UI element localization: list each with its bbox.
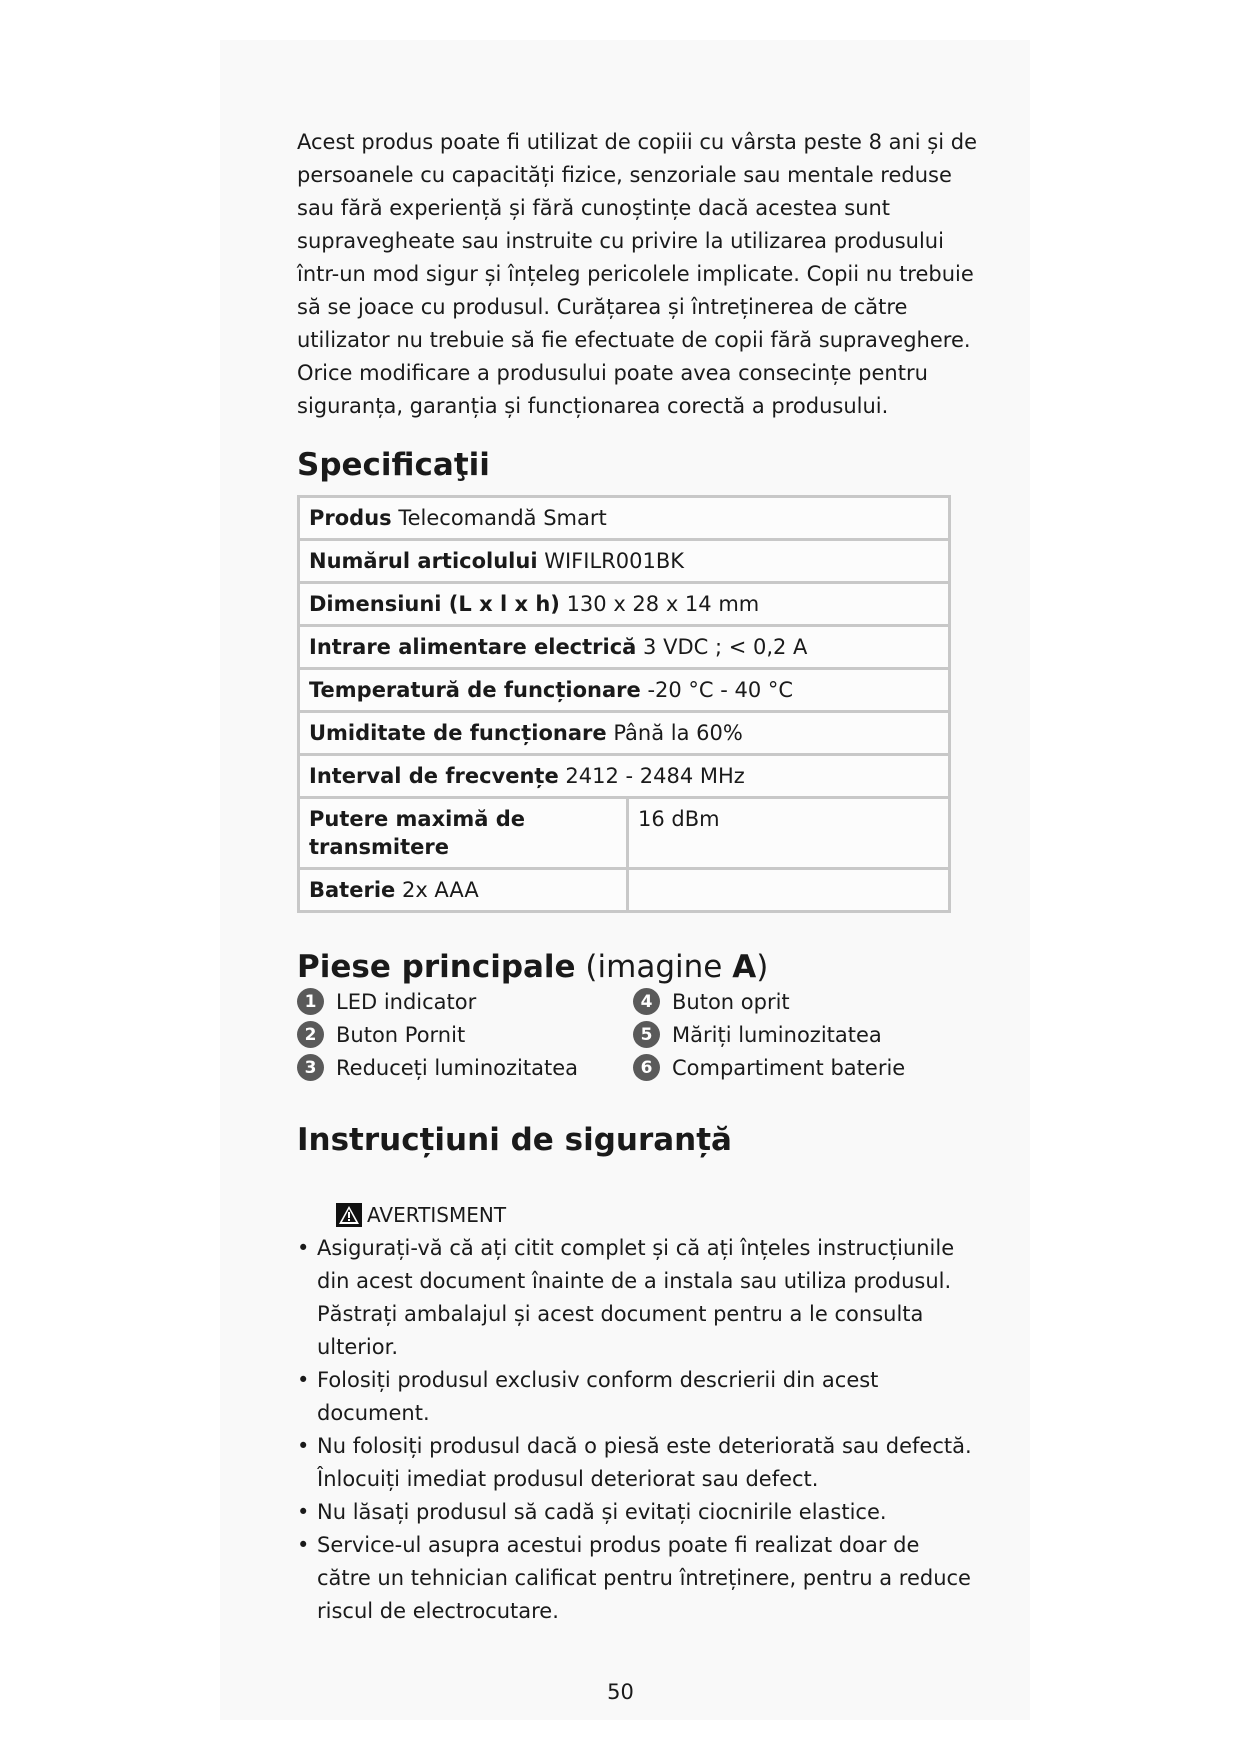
spec-label: Temperatură de funcționare (309, 678, 641, 702)
spec-label: Putere maximă de transmitere (309, 807, 525, 859)
part-label: Buton Pornit (336, 1022, 466, 1047)
intro-paragraph-1: Acest produs poate fi utilizat de copiii cu vârsta peste 8 ani și de persoanele cu capacități fizice, senzoriale sau mentale reduse sau fără experiență și fără cunoștințe dacă acestea sunt supravegheate sau instruite cu privire la utilizarea produsului într-un mod sigur și înțeleg pericolele implicate. Copii nu trebuie să se joace cu produsul. Curățarea și întreținerea de către utilizator nu trebuie să fie efectuate de copii fără supraveghere. (297, 130, 977, 352)
part-label: Măriți luminozitatea (672, 1022, 882, 1047)
spec-value: -20 °C - 40 °C (647, 678, 794, 702)
safety-heading: Instrucțiuni de siguranță (297, 1122, 732, 1158)
table-row (299, 626, 950, 669)
spec-label: Produs (309, 506, 392, 530)
list-item (297, 1430, 977, 1496)
list-item (297, 1496, 977, 1529)
part-number-badge: 2 (297, 1021, 324, 1048)
part-label: Compartiment baterie (672, 1055, 906, 1080)
bullet-text: Nu folosiți produsul dacă o piesă este deteriorată sau defectă. Înlocuiți imediat produsul deteriorat sau defect. (317, 1434, 972, 1491)
part-number-badge: 5 (633, 1021, 660, 1048)
spec-value: 3 VDC ; < 0,2 A (643, 635, 808, 659)
parts-heading-bold: Piese principale (297, 949, 576, 985)
spec-value: 16 dBm (638, 807, 720, 831)
spec-value: 2412 - 2484 MHz (565, 764, 745, 788)
list-item (297, 1529, 977, 1628)
bullet-marker: • (297, 1368, 310, 1392)
part-label: Reduceți luminozitatea (336, 1055, 578, 1080)
bullet-text: Nu lăsați produsul să cadă și evitați ciocnirile elastice. (317, 1500, 887, 1524)
spec-label: Dimensiuni (L x l x h) (309, 592, 560, 616)
spec-label: Interval de frecvențe (309, 764, 559, 788)
list-item (633, 1051, 953, 1084)
spec-value: WIFILR001BK (544, 549, 684, 573)
intro-paragraph-2: Orice modificare a produsului poate avea consecințe pentru siguranța, garanția și funcționarea corectă a produsului. (297, 361, 928, 418)
bullet-text: Service-ul asupra acestui produs poate fi realizat doar de către un tehnician calificat pentru întreținere, pentru a reduce riscul de electrocutare. (317, 1533, 971, 1623)
parts-heading (297, 949, 977, 985)
part-number-badge: 6 (633, 1054, 660, 1081)
spec-value: 130 x 28 x 14 mm (566, 592, 760, 616)
parts-list (297, 985, 977, 1084)
bullet-text: Asigurați-vă că ați citit complet și că ați înțeles instrucțiunile din acest document înainte de a instala sau utiliza produsul. Păstrați ambalajul și acest document pentru a le consulta ulterior. (317, 1236, 955, 1359)
warning-icon (335, 1202, 363, 1228)
bullet-marker: • (297, 1500, 310, 1524)
spec-label: Umiditate de funcționare (309, 721, 607, 745)
bullet-marker: • (297, 1533, 310, 1557)
table-row (299, 869, 950, 912)
warning-line (335, 1202, 977, 1228)
spec-label: Intrare alimentare electrică (309, 635, 637, 659)
parts-heading-open: (imagine (575, 949, 733, 985)
list-item (297, 985, 633, 1018)
part-label: LED indicator (336, 989, 477, 1014)
list-item (633, 985, 953, 1018)
specs-table (297, 495, 951, 913)
specs-heading: Specificaţii (297, 447, 490, 483)
page-number: 50 (607, 1680, 634, 1704)
table-row (299, 583, 950, 626)
table-row (299, 669, 950, 712)
part-number-badge: 3 (297, 1054, 324, 1081)
list-item (633, 1018, 953, 1051)
intro-text (297, 126, 977, 423)
part-number-badge: 1 (297, 988, 324, 1015)
list-item (297, 1364, 977, 1430)
bullet-marker: • (297, 1236, 310, 1260)
parts-heading-close: ) (756, 949, 769, 985)
page-content (297, 126, 977, 1628)
spec-value: Până la 60% (613, 721, 743, 745)
spec-value: 2x AAA (401, 878, 479, 902)
safety-bullet-list (297, 1232, 977, 1628)
spec-label: Baterie (309, 878, 396, 902)
table-row (299, 497, 950, 540)
table-row (299, 755, 950, 798)
part-number-badge: 4 (633, 988, 660, 1015)
bullet-marker: • (297, 1434, 310, 1458)
parts-heading-letter: A (732, 949, 757, 985)
bullet-text: Folosiți produsul exclusiv conform descrierii din acest document. (317, 1368, 879, 1425)
spec-label: Numărul articolului (309, 549, 538, 573)
list-item (297, 1232, 977, 1364)
table-row (299, 540, 950, 583)
list-item (297, 1051, 633, 1084)
table-row (299, 712, 950, 755)
spec-value: Telecomandă Smart (398, 506, 607, 530)
list-item (297, 1018, 633, 1051)
table-row (299, 798, 950, 869)
part-label: Buton oprit (672, 989, 790, 1014)
warning-label: AVERTISMENT (367, 1203, 507, 1227)
